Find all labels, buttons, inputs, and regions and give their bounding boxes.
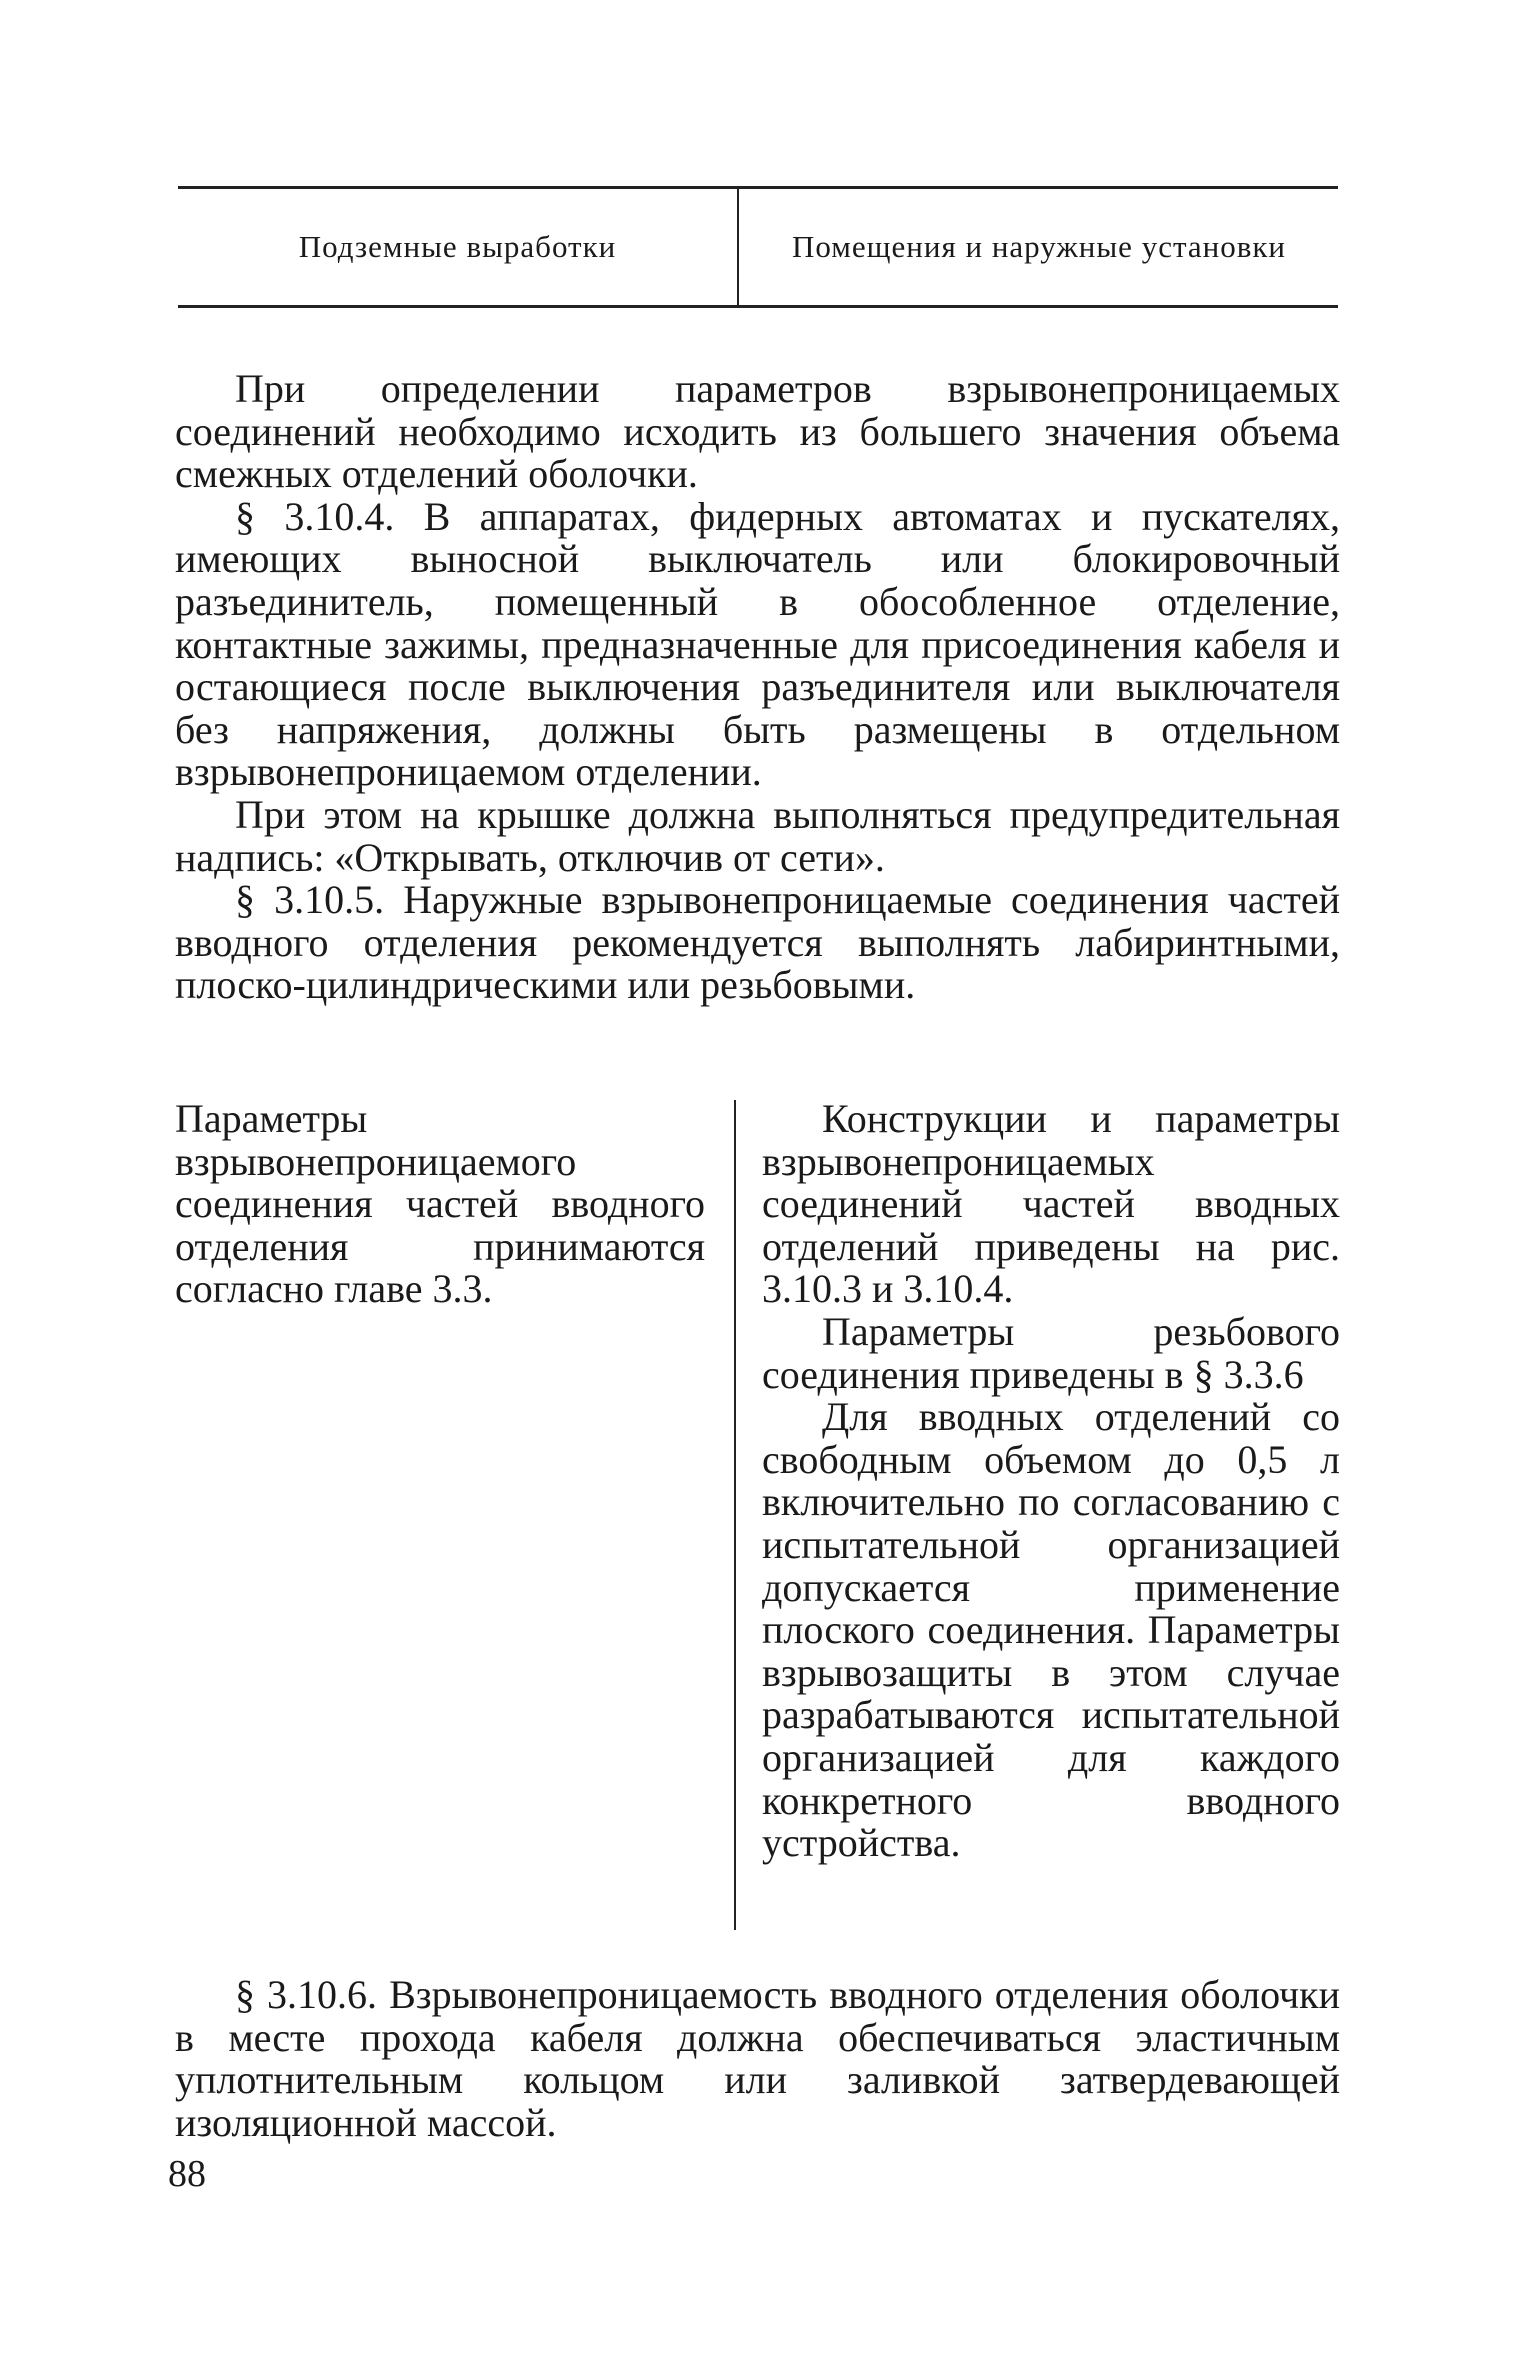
main-text xyxy=(175,368,1340,1007)
paragraph: При этом на крышке должна выполняться предупредительная надпись: «Открывать, отключив от сети». xyxy=(175,791,1340,880)
header-divider xyxy=(737,188,739,306)
right-column-paragraph: Параметры резьбового соединения приведены в § 3.3.6 xyxy=(762,1308,1340,1397)
right-column xyxy=(762,1098,1340,1865)
paragraph: При определении параметров взрывонепроницаемых соединений необходимо исходить из большего значения объема смежных отделений оболочки. xyxy=(175,366,1340,497)
left-column-paragraph: Параметры взрывонепроницаемого соединения частей вводного отделения принимаются согласно главе 3.3. xyxy=(175,1096,705,1312)
right-column-paragraph: Для вводных отделений со свободным объемом до 0,5 л включительно по согласованию с испытательной организацией допускается применение плоского соединения. Параметры взрывозащиты в этом случае разрабатываются испытательной организацией для каждого конкретного вводного устройства. xyxy=(762,1394,1340,1866)
left-column xyxy=(175,1098,705,1311)
header-left-cell: Подземные выработки xyxy=(298,229,617,264)
header-bottom-rule xyxy=(178,305,1338,308)
column-divider xyxy=(734,1100,736,1930)
page-number: 88 xyxy=(168,2153,206,2195)
header-top-rule xyxy=(178,186,1338,189)
right-column-paragraph: Конструкции и параметры взрывонепроницаемых соединений частей вводных отделений приведены на рис. 3.10.3 и 3.10.4. xyxy=(762,1096,1340,1312)
bottom-text xyxy=(175,1974,1340,2144)
paragraph-3-10-5: § 3.10.5. Наружные взрывонепроницаемые соединения частей вводного отделения рекомендуется выполнять лабиринтными, плоско-цилиндрическими или резьбовыми. xyxy=(175,877,1340,1008)
paragraph-3-10-6: § 3.10.6. Взрывонепроницаемость вводного отделения оболочки в месте прохода кабеля должна обеспечиваться эластичным уплотнительным кольцом или заливкой затвердевающей изоляционной массой. xyxy=(175,1972,1340,2145)
header-right-cell: Помещения и наружные установки xyxy=(791,229,1287,264)
paragraph-3-10-4: § 3.10.4. В аппаратах, фидерных автоматах и пускателях, имеющих выносной выключатель или блокировочный разъединитель, помещенный в обособленное отделение, контактные зажимы, предназначенные для присоединения кабеля и остающиеся после выключения разъединителя или выключателя без напряжения, должны быть размещены в отдельном взрывонепроницаемом отделении. xyxy=(175,493,1340,795)
